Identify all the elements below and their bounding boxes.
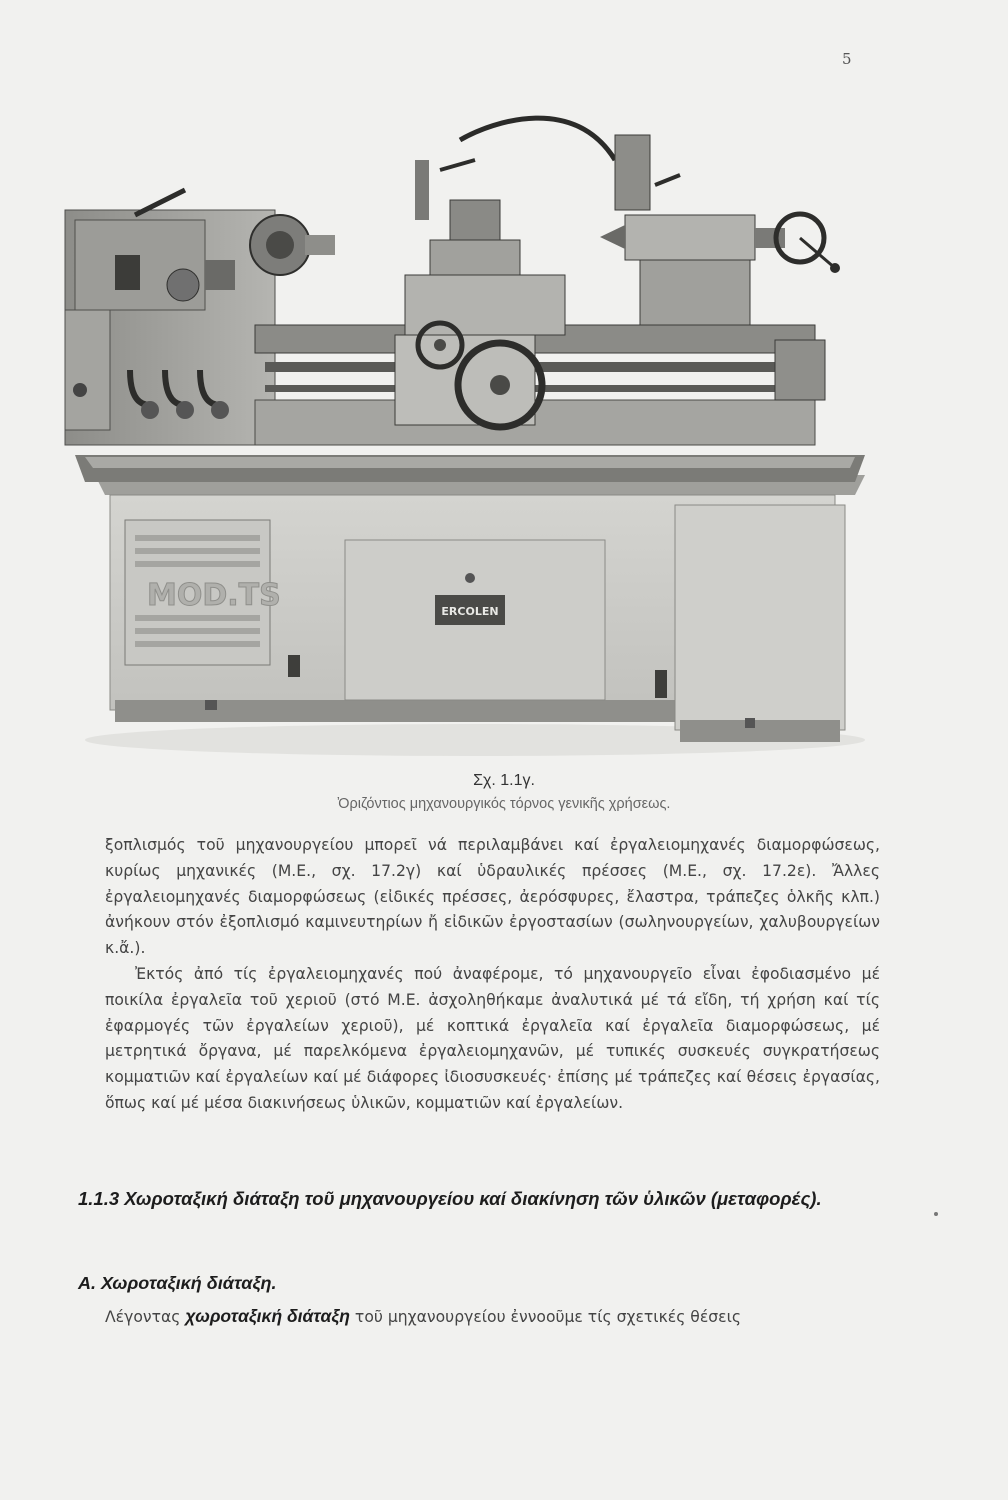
figure-caption-text: Ὀριζόντιος μηχανουργικός τόρνος γενικῆς χρήσεως.	[337, 796, 671, 812]
paragraph-3-end: τοῦ μηχανουργείου ἐννοοῦμε τίς σχετικές θέσεις	[349, 1308, 742, 1326]
paragraph-3-keyword: χωροταξική διάταξη	[185, 1306, 350, 1326]
badge-text: ERCOLEN	[441, 605, 499, 618]
coolant-pump	[615, 135, 650, 210]
plate-text: MOD.TS	[147, 578, 281, 613]
lathe-illustration	[55, 100, 875, 760]
paragraph-3	[105, 1306, 895, 1327]
paragraph-3-start: Λέγοντας	[105, 1308, 186, 1326]
lathe-figure	[55, 100, 875, 760]
coolant-hose	[460, 118, 615, 160]
page-number: 5	[842, 50, 852, 68]
carriage	[395, 160, 565, 427]
subsection-heading: Α. Χωροταξική διάταξη.	[78, 1273, 277, 1293]
chuck	[250, 215, 335, 275]
body-text	[105, 833, 880, 1117]
margin-dot	[934, 1212, 938, 1216]
section-heading: 1.1.3 Χωροταξική διάταξη τοῦ μηχανουργείου καί διακίνηση τῶν ὑλικῶν (μεταφορές).	[78, 1188, 822, 1209]
headstock	[65, 190, 275, 445]
figure-caption-label: Σχ. 1.1γ.	[473, 772, 535, 789]
paragraph-2: Ἐκτός ἀπό τίς ἐργαλειομηχανές πού ἀναφέρομε, τό μηχανουργεῖο εἶναι ἐφοδιασμένο μέ ποικίλα ἐργαλεῖα τοῦ χεριοῦ (στό Μ.Ε. ἀσχοληθήκαμε ἀναλυτικά μέ τά εἴδη, τή χρήση καί τίς ἐφαρμογές τῶν ἐργαλείων χεριοῦ), μέ κοπτικά ἐργαλεῖα καί ἐργαλεῖα διαμορφώσεως, μέ μετρητικά ὄργανα, μέ παρελκόμενα ἐργαλειομηχανῶν, μέ τυπικές συσκευές συγκρατήσεως κομματιῶν καί ἐργαλείων καί μέ διάφορες ἰδιοσυσκευές· ἐπίσης μέ τράπεζες καί θέσεις ἐργασίας, ὅπως καί μέ μέσα διακινήσεως ὑλικῶν, κομματιῶν καί ἐργαλείων.	[105, 964, 880, 1112]
cabinet-base	[95, 475, 865, 742]
tailstock	[600, 214, 840, 325]
paragraph-1: ξοπλισμός τοῦ μηχανουργείου μπορεῖ νά περιλαμβάνει καί ἐργαλειομηχανές διαμορφώσεως, κυρίως μηχανικές (Μ.Ε., σχ. 17.2γ) καί ὑδραυλικές πρέσσες (Μ.Ε., σχ. 17.2ε). Ἄλλες ἐργαλειομηχανές διαμορφώσεως (εἰδικές πρέσσες, ἀερόσφυρες, ἔλαστρα, τράπεζες ὁλκῆς κλπ.) ἀνήκουν στόν ἐξοπλισμό καμινευτηρίων ἤ εἰδικῶν ἐργοστασίων (σωληνουργείων, χαλυβουργείων κ.ἄ.).	[105, 836, 880, 958]
door-knob	[465, 573, 475, 583]
